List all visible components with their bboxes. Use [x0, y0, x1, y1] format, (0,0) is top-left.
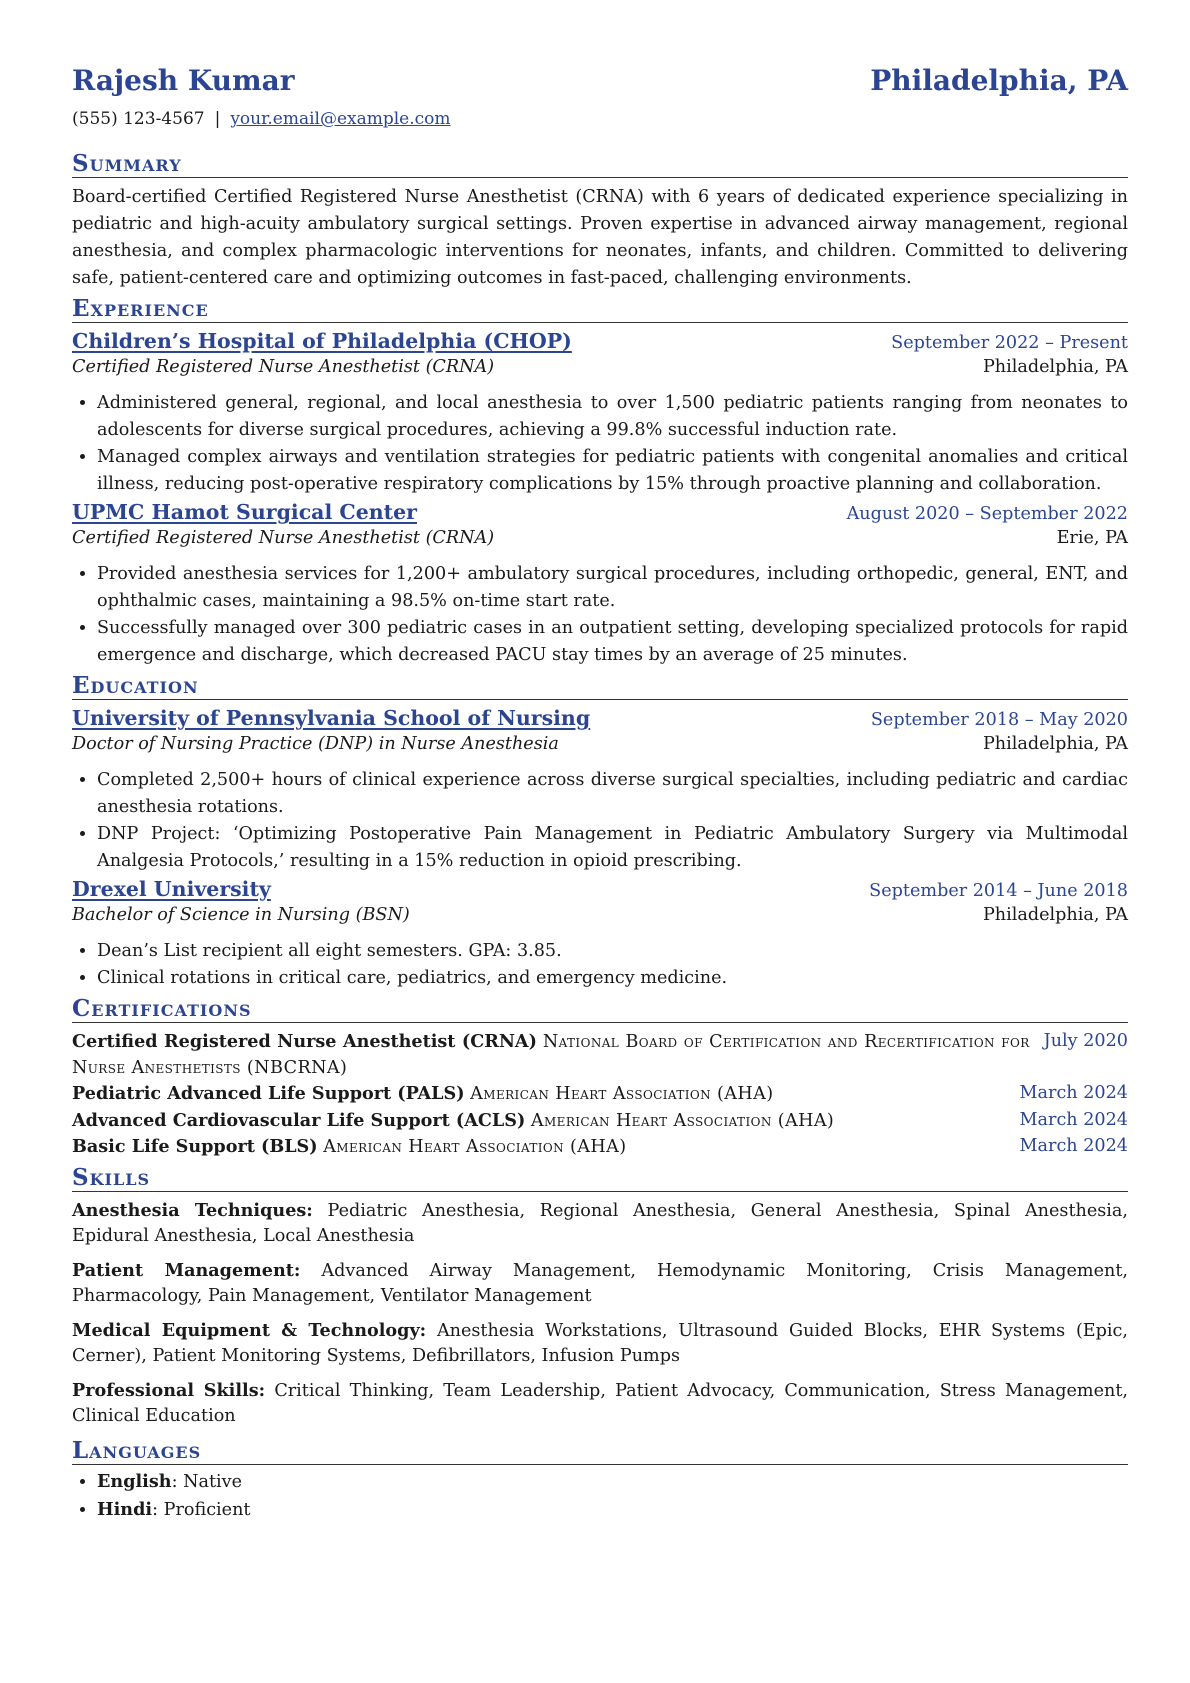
certification-issuer: American Heart Association (AHA)	[323, 1137, 627, 1157]
list-item: • Completed 2,500+ hours of clinical experience across diverse surgical specialties, including pediatric and cardiac anesthesia rotations.	[97, 767, 1128, 821]
job-location: Philadelphia, PA	[982, 357, 1128, 377]
certification-issuer: American Heart Association (AHA)	[530, 1110, 835, 1131]
list-item: • Clinical rotations in critical care, pediatrics, and emergency medicine.	[97, 965, 1128, 992]
section-title-skills: Skills	[72, 1165, 1128, 1192]
achievement-list	[72, 390, 1128, 498]
list-item: • Successfully managed over 300 pediatric cases in an outpatient setting, developing specialized protocols for rapid emergence and discharge, which decreased PACU stay times by an average of 25 minutes.	[97, 615, 1128, 669]
skill-group-items: Pediatric Anesthesia, Regional Anesthesia, General Anesthesia, Spinal Anesthesia, Epidural Anesthesia, Local Anesthesia	[72, 1200, 1129, 1246]
list-item	[97, 1496, 1128, 1524]
summary-text: Board-certified Certified Registered Nurse Anesthetist (CRNA) with 6 years of dedicated experience specializing in pediatric and high-acuity ambulatory surgical settings. Proven expertise in advanced airway management, regional anesthesia, and complex pharmacologic interventions for neonates, infants, and children. Committed to delivering safe, patient-centered care and optimizing outcomes in fast-paced, challenging environments.	[72, 187, 1128, 288]
experience-entry	[72, 500, 1128, 669]
study-dates: September 2018 – May 2020	[870, 710, 1128, 730]
section-title-languages: Languages	[72, 1438, 1128, 1465]
degree: Doctor of Nursing Practice (DNP) in Nurse Anesthesia	[72, 734, 559, 754]
language-level: : Native	[171, 1471, 243, 1492]
section-title-experience: Experience	[72, 296, 1128, 323]
language-name: English	[97, 1470, 172, 1492]
list-item: • DNP Project: ‘Optimizing Postoperative Pain Management in Pediatric Ambulatory Surgery via Multimodal Analgesia Protocols,’ resulting in a 15% reduction in opioid prescribing.	[97, 821, 1128, 875]
education-entry	[72, 877, 1128, 992]
section-title-summary: Summary	[72, 151, 1128, 178]
skill-group	[72, 1198, 1128, 1250]
certification-name: Certified Registered Nurse Anesthetist (CRNA)	[72, 1031, 537, 1052]
certification-list	[72, 1029, 1128, 1161]
skill-group-label: Anesthesia Techniques:	[72, 1199, 313, 1221]
school-link[interactable]: Drexel University	[72, 877, 271, 901]
language-list	[72, 1468, 1128, 1524]
certification-row	[72, 1134, 1128, 1161]
list-item: • Provided anesthesia services for 1,200+ ambulatory surgical procedures, including orthopedic, general, ENT, and ophthalmic cases, maintaining a 98.5% on-time start rate.	[97, 561, 1128, 615]
skill-group-label: Medical Equipment & Technology:	[72, 1319, 427, 1341]
resume-header	[72, 64, 1128, 106]
employer-link[interactable]: UPMC Hamot Surgical Center	[72, 500, 417, 524]
skill-group	[72, 1258, 1128, 1310]
skill-group-items: Critical Thinking, Team Leadership, Patient Advocacy, Communication, Stress Management, Clinical Education	[72, 1380, 1128, 1426]
phone-number: (555) 123-4567	[72, 109, 205, 129]
list-item	[97, 1468, 1128, 1496]
language-name: Hindi	[97, 1498, 153, 1520]
certification-name: Advanced Cardiovascular Life Support (ACLS)	[72, 1109, 526, 1131]
school-location: Philadelphia, PA	[982, 734, 1128, 754]
education-detail-list	[72, 938, 1128, 992]
certification-date: March 2024	[1019, 1136, 1128, 1156]
skill-group	[72, 1378, 1128, 1430]
education-entry	[72, 706, 1128, 875]
contact-separator: |	[214, 109, 221, 129]
certification-date: July 2020	[1043, 1031, 1128, 1051]
employer-link[interactable]: Children’s Hospital of Philadelphia (CHOP)	[72, 329, 572, 353]
certification-name: Pediatric Advanced Life Support (PALS)	[72, 1083, 465, 1104]
degree: Bachelor of Science in Nursing (BSN)	[72, 905, 410, 925]
skill-group	[72, 1318, 1128, 1370]
email-link[interactable]: your.email@example.com	[230, 109, 451, 129]
employment-dates: September 2022 – Present	[891, 333, 1128, 353]
skills-list	[72, 1198, 1128, 1430]
study-dates: September 2014 – June 2018	[869, 881, 1128, 901]
section-title-certifications: Certifications	[72, 996, 1128, 1023]
skill-group-label: Patient Management:	[72, 1259, 301, 1281]
school-link[interactable]: University of Pennsylvania School of Nursing	[72, 706, 591, 730]
list-item: • Dean’s List recipient all eight semesters. GPA: 3.85.	[97, 938, 1128, 965]
contact-line	[72, 109, 1128, 137]
certification-row	[72, 1108, 1128, 1135]
achievement-list	[72, 561, 1128, 669]
candidate-name: Rajesh Kumar	[72, 64, 295, 97]
list-item: • Managed complex airways and ventilation strategies for pediatric patients with congenital anomalies and critical illness, reducing post-operative respiratory complications by 15% through proactive planning and collaboration.	[97, 444, 1128, 498]
education-detail-list	[72, 767, 1128, 875]
certification-date: March 2024	[1019, 1083, 1128, 1103]
job-title: Certified Registered Nurse Anesthetist (CRNA)	[72, 528, 495, 548]
list-item: • Administered general, regional, and local anesthesia to over 1,500 pediatric patients ranging from neonates to adolescents for diverse surgical procedures, achieving a 99.8% successful induction rate.	[97, 390, 1128, 444]
skill-group-items: Advanced Airway Management, Hemodynamic Monitoring, Crisis Management, Pharmacology, Pain Management, Ventilator Management	[72, 1260, 1128, 1306]
skill-group-items: Anesthesia Workstations, Ultrasound Guided Blocks, EHR Systems (Epic, Cerner), Patient Monitoring Systems, Defibrillators, Infusion Pumps	[72, 1320, 1128, 1366]
section-title-education: Education	[72, 673, 1128, 700]
job-location: Erie, PA	[1056, 528, 1128, 548]
certification-date: March 2024	[1019, 1109, 1128, 1130]
certification-issuer: American Heart Association (AHA)	[470, 1084, 774, 1104]
employment-dates: August 2020 – September 2022	[846, 504, 1128, 524]
experience-entry	[72, 329, 1128, 498]
certification-row	[72, 1029, 1128, 1081]
certification-issuer: National Board of Certification and Recertification for Nurse Anesthetists (NBCRNA)	[72, 1032, 1030, 1078]
certification-row	[72, 1081, 1128, 1108]
skill-group-label: Professional Skills:	[72, 1379, 266, 1401]
school-location: Philadelphia, PA	[982, 905, 1128, 925]
job-title: Certified Registered Nurse Anesthetist (CRNA)	[72, 357, 495, 377]
language-level: : Proficient	[152, 1499, 251, 1520]
certification-name: Basic Life Support (BLS)	[72, 1136, 318, 1157]
candidate-location: Philadelphia, PA	[870, 64, 1128, 97]
